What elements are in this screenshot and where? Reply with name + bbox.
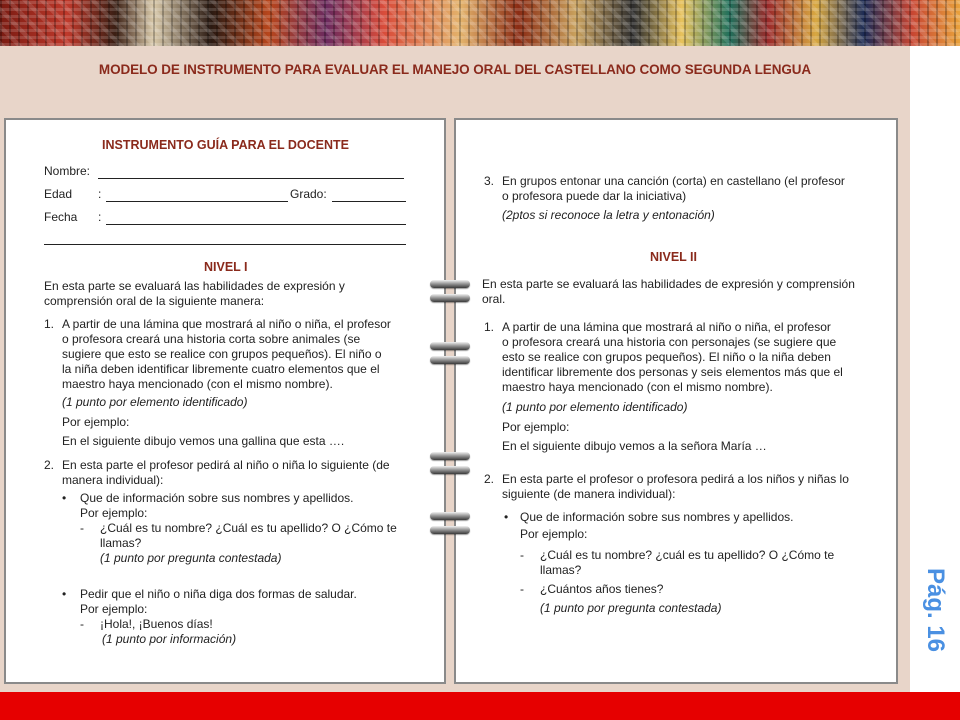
- slide-title: MODELO DE INSTRUMENTO PARA EVALUAR EL MANEJO ORAL DEL CASTELLANO COMO SEGUNDA LENGUA: [98, 62, 812, 77]
- level-2-item-1-example: En el siguiente dibujo vemos a la señora María …: [502, 439, 767, 453]
- level-2-heading: NIVEL II: [650, 250, 698, 264]
- example-label: Por ejemplo:: [502, 420, 570, 434]
- item-2-score-2: (1 punto por información): [102, 632, 237, 646]
- banner-pattern: [0, 0, 960, 46]
- example-label: Por ejemplo:: [520, 527, 588, 541]
- textile-banner: [0, 0, 960, 46]
- field-fecha-colon: :: [98, 210, 102, 224]
- dash-icon: -: [80, 617, 84, 631]
- item-2-bullet-2: Pedir que el niño o niña diga dos formas de saludar.: [80, 587, 357, 601]
- item-3-text: o profesora puede dar la iniciativa): [502, 189, 687, 203]
- level-2-intro: oral.: [482, 292, 506, 306]
- binder-ring-icon: [430, 356, 470, 364]
- level-2-question: llamas?: [540, 563, 582, 577]
- bullet-icon: •: [62, 491, 67, 505]
- field-edad-line: [106, 201, 288, 202]
- item-number: 2.: [44, 458, 55, 472]
- field-nombre-label: Nombre:: [44, 164, 91, 178]
- level-2-question: ¿Cuál es tu nombre? ¿cuál es tu apellido? O ¿Cómo te: [540, 548, 835, 562]
- example-label: Por ejemplo:: [80, 602, 148, 616]
- level-2-item-1-text: A partir de una lámina que mostrará al niño o niña, el profesor: [502, 320, 831, 334]
- bullet-icon: •: [504, 510, 509, 524]
- binder-ring-icon: [430, 294, 470, 302]
- item-1-score: (1 punto por elemento identificado): [62, 395, 248, 409]
- field-fecha-label: Fecha: [44, 210, 78, 224]
- level-2-item-2-text: siguiente (de manera individual):: [502, 487, 676, 501]
- right-page: [454, 118, 898, 684]
- example-label: Por ejemplo:: [80, 506, 148, 520]
- field-grado-label: Grado:: [290, 187, 327, 201]
- binder-ring-icon: [430, 280, 470, 288]
- item-1-text: A partir de una lámina que mostrará al niño o niña, el profesor: [62, 317, 391, 331]
- left-page: [4, 118, 446, 684]
- item-1-example: En el siguiente dibujo vemos una gallina que esta ….: [62, 434, 345, 448]
- level-1-intro: comprensión oral de la siguiente manera:: [44, 294, 265, 308]
- level-2-item-1-text: esto se realice con grupos pequeños). El niño o la niña deben: [502, 350, 831, 364]
- item-number: 1.: [44, 317, 55, 331]
- item-2-bullet-1: Que de información sobre sus nombres y apellidos.: [80, 491, 354, 505]
- level-2-intro: En esta parte se evaluará las habilidades de expresión y comprensión: [482, 277, 855, 291]
- item-3-text: En grupos entonar una canción (corta) en castellano (el profesor: [502, 174, 845, 188]
- level-2-item-2-score: (1 punto por pregunta contestada): [540, 601, 722, 615]
- binder-ring-icon: [430, 342, 470, 350]
- binder-ring-icon: [430, 512, 470, 520]
- separator-line: [44, 244, 406, 245]
- level-2-item-1-text: identificar libremente dos personas y seis elementos más que el: [502, 365, 843, 379]
- instrument-heading: INSTRUMENTO GUÍA PARA EL DOCENTE: [102, 138, 350, 152]
- binder-ring-icon: [430, 466, 470, 474]
- item-1-text: maestro haya mencionado (con el mismo nombre).: [62, 377, 333, 391]
- field-grado-line: [332, 201, 406, 202]
- item-number: 2.: [484, 472, 495, 486]
- level-2-item-1-text: maestro haya mencionado (con el mismo nombre).: [502, 380, 773, 394]
- page-number: Pág. 16: [922, 567, 949, 653]
- item-1-text: la niña deben identificar libremente cuatro elementos que el: [62, 362, 380, 376]
- dash-icon: -: [520, 548, 524, 562]
- bullet-icon: •: [62, 587, 67, 601]
- level-2-item-2-bullet: Que de información sobre sus nombres y apellidos.: [520, 510, 794, 524]
- item-3-score: (2ptos si reconoce la letra y entonación): [502, 208, 715, 222]
- item-number: 3.: [484, 174, 495, 188]
- level-2-item-2-text: En esta parte el profesor o profesora pedirá a los niños y niñas lo: [502, 472, 849, 486]
- example-label: Por ejemplo:: [62, 415, 130, 429]
- item-1-text: sugiere que esto se realice con grupos pequeños). El niño o: [62, 347, 382, 361]
- field-fecha-line: [106, 224, 406, 225]
- item-2-text: En esta parte el profesor pedirá al niño o niña lo siguiente (de: [62, 458, 390, 472]
- item-2-text: manera individual):: [62, 473, 164, 487]
- dash-icon: -: [80, 521, 84, 535]
- level-2-question-age: ¿Cuántos años tienes?: [540, 582, 664, 596]
- level-2-item-1-score: (1 punto por elemento identificado): [502, 400, 688, 414]
- binder-ring-icon: [430, 526, 470, 534]
- binder-ring-icon: [430, 452, 470, 460]
- level-1-intro: En esta parte se evaluará las habilidades de expresión y: [44, 279, 345, 293]
- field-nombre-line: [98, 178, 404, 179]
- field-edad-label: Edad: [44, 187, 73, 201]
- level-2-item-1-text: o profesora creará una historia con personajes (se sugiere que: [502, 335, 837, 349]
- item-number: 1.: [484, 320, 495, 334]
- dash-icon: -: [520, 582, 524, 596]
- item-2-greeting: ¡Hola!, ¡Buenos días!: [100, 617, 213, 631]
- item-2-question: ¿Cuál es tu nombre? ¿Cuál es tu apellido? O ¿Cómo te: [100, 521, 397, 535]
- item-2-score-1: (1 punto por pregunta contestada): [100, 551, 282, 565]
- field-edad-colon: :: [98, 187, 102, 201]
- bottom-bar: [0, 692, 960, 720]
- item-2-question: llamas?: [100, 536, 142, 550]
- level-1-heading: NIVEL I: [204, 260, 248, 274]
- item-1-text: o profesora creará una historia corta sobre animales (se: [62, 332, 361, 346]
